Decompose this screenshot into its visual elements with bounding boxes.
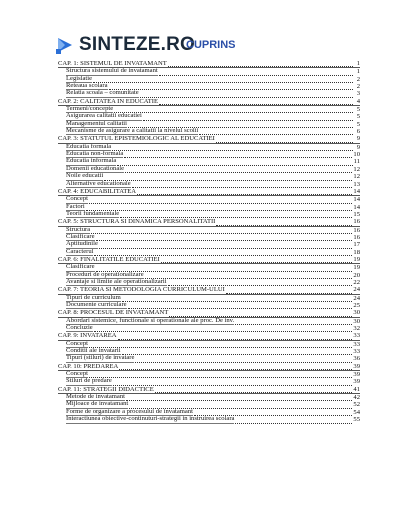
- toc-dot-leader: [89, 372, 352, 378]
- toc-entry-title: Mijloace de invatamant: [66, 401, 129, 408]
- toc-section-entry[interactable]: [58, 181, 360, 188]
- toc-page-number: 55: [353, 416, 360, 424]
- toc-entry-title: Concept: [66, 340, 88, 347]
- toc-section-entry[interactable]: [58, 325, 360, 332]
- toc-page-number: 11: [353, 158, 360, 166]
- toc-entry-title: Noile educatii: [66, 173, 104, 180]
- toc-section-entry[interactable]: [58, 401, 360, 408]
- toc-section-entry[interactable]: [58, 68, 360, 75]
- toc-page-number: 12: [353, 173, 360, 181]
- toc-section-entry[interactable]: [58, 264, 360, 271]
- toc-section-entry[interactable]: [58, 121, 360, 128]
- toc-entry-title: Relatia scoala – comunitate: [66, 90, 139, 97]
- toc-page-number: 1: [356, 60, 360, 67]
- toc-entry-title: Documente curriculare: [66, 302, 127, 308]
- document-header: [55, 33, 375, 57]
- toc-section-entry[interactable]: [58, 318, 360, 325]
- toc-section-entry[interactable]: [58, 211, 360, 218]
- toc-entry-title: CAP. 10: PREDAREA: [58, 362, 119, 370]
- logo-text: SINTEZE.RO: [79, 34, 196, 55]
- toc-chapter-entry[interactable]: [58, 332, 360, 340]
- toc-page-number: 15: [353, 210, 360, 218]
- toc-dot-leader: [140, 92, 353, 98]
- toc-dot-leader: [104, 175, 352, 181]
- toc-page-number: 14: [353, 187, 360, 195]
- toc-section-entry[interactable]: [58, 90, 360, 97]
- toc-page-number: 14: [353, 203, 360, 211]
- toc-page-number: 19: [353, 255, 360, 263]
- toc-page-number: 14: [353, 196, 360, 204]
- toc-entry-title: Educatia formala: [66, 143, 112, 150]
- toc-chapter-entry[interactable]: [58, 188, 360, 196]
- toc-entry-title: CAP. 7: TEORIA SI METODOLOGIA CURRICULUM-ULUI: [58, 286, 225, 294]
- toc-chapter-entry[interactable]: [58, 98, 360, 106]
- toc-page-number: 2: [356, 75, 360, 83]
- toc-page-number: 3: [356, 90, 360, 98]
- toc-page-number: 5: [356, 106, 360, 114]
- toc-section-entry[interactable]: [58, 378, 360, 385]
- toc-section-entry[interactable]: [58, 295, 360, 302]
- toc-page-number: 1: [356, 68, 360, 76]
- toc-page-number: 30: [353, 317, 360, 325]
- toc-entry-title: Structura: [66, 226, 91, 233]
- toc-section-entry[interactable]: [58, 394, 360, 401]
- toc-page-number: 16: [353, 233, 360, 241]
- toc-section-entry[interactable]: [58, 341, 360, 348]
- toc-section-entry[interactable]: [58, 348, 360, 355]
- toc-section-entry[interactable]: [58, 173, 360, 180]
- toc-page-number: 25: [353, 302, 360, 309]
- toc-page-number: 19: [353, 264, 360, 272]
- toc-entry-title: CAP. 9: INVATAREA: [58, 332, 117, 340]
- toc-page-number: 6: [356, 128, 360, 136]
- toc-entry-title: Managementul calitatii: [66, 120, 127, 127]
- toc-page-number: 9: [356, 143, 360, 151]
- toc-page-number: 39: [353, 371, 360, 379]
- toc-entry-title: CAP. 3: STATUTUL EPISTEMIOLOGIC AL EDUCATIEI: [58, 135, 215, 143]
- toc-section-entry[interactable]: [58, 204, 360, 211]
- toc-page-number: 10: [353, 151, 360, 159]
- toc-entry-title: Clasificare: [66, 233, 95, 240]
- toc-entry-title: Asigurarea calitatii educatiei: [66, 113, 142, 120]
- toc-dot-leader: [168, 61, 353, 67]
- toc-dot-leader: [96, 235, 353, 241]
- toc-dot-leader: [216, 137, 353, 143]
- toc-section-entry[interactable]: [58, 409, 360, 416]
- toc-dot-leader: [216, 220, 352, 226]
- toc-entry-title: Legislatie: [66, 75, 92, 82]
- toc-entry-title: Clasificare: [66, 264, 95, 271]
- toc-page-number: 16: [353, 226, 360, 234]
- toc-section-entry[interactable]: [58, 241, 360, 248]
- toc-section-entry[interactable]: [58, 302, 360, 309]
- toc-dot-leader: [122, 349, 353, 355]
- toc-entry-title: Avantaje si limite ale operationalizarii: [66, 278, 167, 285]
- toc-dot-leader: [124, 152, 352, 158]
- toc-dot-leader: [135, 357, 352, 363]
- toc-entry-title: Stiluri de predare: [66, 378, 112, 385]
- toc-page-number: 33: [353, 340, 360, 348]
- toc-dot-leader: [143, 115, 353, 121]
- toc-section-entry[interactable]: [58, 355, 360, 362]
- toc-dot-leader: [114, 107, 353, 113]
- toc-page-number: 54: [353, 408, 360, 416]
- toc-entry-title: CAP. 1: SISTEMUL DE INVATAMANT: [58, 60, 167, 67]
- toc-entry-title: Termeni/concepte: [66, 106, 114, 113]
- toc-dot-leader: [169, 311, 352, 317]
- toc-page-number: 5: [356, 120, 360, 128]
- toc-entry-title: Concept: [66, 371, 88, 378]
- toc-entry-title: Caracterul: [66, 248, 94, 255]
- toc-entry-title: Proceduri de operationalizare: [66, 271, 144, 278]
- toc-dot-leader: [119, 364, 352, 370]
- toc-section-entry[interactable]: [58, 144, 360, 151]
- toc-entry-title: Alternative educationale: [66, 180, 131, 187]
- toc-dot-leader: [161, 257, 353, 263]
- toc-page-number: 17: [353, 241, 360, 249]
- toc-dot-leader: [132, 182, 353, 188]
- toc-page-number: 13: [353, 180, 360, 188]
- toc-entry-title: Interactiunea obiective-continuturi-strategii in instruirea scolara: [66, 416, 235, 423]
- toc-dot-leader: [94, 326, 353, 332]
- toc-dot-leader: [86, 205, 353, 211]
- toc-section-entry[interactable]: [58, 151, 360, 158]
- toc-dot-leader: [199, 129, 353, 135]
- toc-dot-leader: [112, 145, 353, 151]
- toc-dot-leader: [89, 198, 352, 204]
- toc-chapter-entry[interactable]: [58, 135, 360, 143]
- toc-dot-leader: [117, 160, 352, 166]
- toc-entry-title: Mecanisme de asigurare a calitatii la nivelul scolii: [66, 128, 199, 135]
- toc-entry-title: CAP. 11: STRATEGII DIDACTICE: [58, 385, 154, 393]
- toc-page-number: 24: [353, 294, 360, 302]
- toc-page-number: 33: [353, 348, 360, 356]
- toc-dot-leader: [159, 70, 353, 76]
- toc-dot-leader: [159, 99, 353, 105]
- toc-dot-leader: [118, 334, 353, 340]
- toc-entry-title: Tipuri (stiluri) de invatare: [66, 355, 135, 362]
- toc-dot-leader: [155, 387, 353, 393]
- toc-page-number: 5: [356, 113, 360, 121]
- page-title: CUPRINS: [186, 39, 236, 51]
- toc-entry-title: Conditii ale invatarii: [66, 348, 121, 355]
- toc-dot-leader: [226, 288, 353, 294]
- toc-entry-title: Educatia informala: [66, 158, 117, 165]
- table-of-contents: [58, 60, 360, 424]
- toc-dot-leader: [122, 296, 353, 302]
- toc-page-number: 12: [353, 165, 360, 173]
- toc-section-entry[interactable]: [58, 279, 360, 286]
- toc-dot-leader: [93, 77, 353, 83]
- toc-chapter-entry[interactable]: [58, 363, 360, 371]
- toc-section-entry[interactable]: [58, 196, 360, 203]
- toc-dot-leader: [125, 167, 352, 173]
- toc-page-number: 52: [353, 401, 360, 409]
- toc-page-number: 33: [353, 332, 360, 340]
- toc-section-entry[interactable]: [58, 166, 360, 173]
- toc-entry-title: Tipuri de curriculum: [66, 294, 121, 301]
- toc-section-entry[interactable]: [58, 158, 360, 165]
- toc-dot-leader: [235, 418, 352, 424]
- toc-entry-title: Educatia non-formala: [66, 151, 124, 158]
- toc-page-number: 22: [353, 278, 360, 286]
- toc-section-entry[interactable]: [58, 106, 360, 113]
- toc-chapter-entry[interactable]: [58, 256, 360, 264]
- toc-dot-leader: [145, 273, 353, 279]
- toc-page-number: 9: [356, 135, 360, 143]
- toc-dot-leader: [137, 189, 352, 195]
- toc-dot-leader: [109, 84, 353, 90]
- toc-section-entry[interactable]: [58, 227, 360, 234]
- toc-chapter-entry[interactable]: [58, 218, 360, 226]
- toc-section-entry[interactable]: [58, 128, 360, 135]
- toc-dot-leader: [126, 395, 352, 401]
- toc-page-number: 39: [353, 362, 360, 370]
- toc-dot-leader: [91, 228, 352, 234]
- toc-page-number: 20: [353, 271, 360, 279]
- toc-section-entry[interactable]: [58, 272, 360, 279]
- toc-section-entry[interactable]: [58, 416, 360, 423]
- toc-entry-title: Concept: [66, 196, 88, 203]
- toc-entry-title: Aptitudinile: [66, 241, 98, 248]
- toc-entry-title: Factori: [66, 203, 85, 210]
- toc-page-number: 39: [353, 378, 360, 386]
- toc-entry-title: CAP. 8: PROCESUL DE INVATAMANT: [58, 309, 169, 317]
- toc-page-number: 4: [356, 97, 360, 105]
- toc-dot-leader: [99, 243, 353, 249]
- toc-page-number: 36: [353, 355, 360, 363]
- toc-entry-title: CAP. 5: STRUCTURA SI DINAMICA PERSONALITATII: [58, 218, 216, 226]
- toc-page-number: 18: [353, 248, 360, 256]
- toc-dot-leader: [235, 319, 352, 325]
- toc-entry-title: CAP. 6: FINALITATILE EDUCATIEI: [58, 255, 160, 263]
- toc-section-entry[interactable]: [58, 234, 360, 241]
- toc-entry-title: Forme de organizare a procesului de invatamant: [66, 408, 193, 415]
- toc-chapter-entry[interactable]: [58, 386, 360, 394]
- toc-entry-title: Abordari sistemice, functionale si operationale ale proc. De inv.: [66, 317, 235, 324]
- toc-entry-title: Concluzie: [66, 325, 93, 332]
- toc-page-number: 2: [356, 83, 360, 91]
- toc-section-entry[interactable]: [58, 83, 360, 90]
- toc-entry-title: CAP. 2: CALITATEA IN EDUCATIE: [58, 97, 159, 105]
- toc-page-number: 16: [353, 218, 360, 226]
- toc-entry-title: Teorii fundamentale: [66, 210, 120, 217]
- toc-dot-leader: [89, 342, 352, 348]
- toc-section-entry[interactable]: [58, 249, 360, 256]
- toc-section-entry[interactable]: [58, 113, 360, 120]
- toc-section-entry[interactable]: [58, 371, 360, 378]
- sinteze-logo-icon: [55, 35, 75, 55]
- toc-page-number: 24: [353, 286, 360, 294]
- toc-chapter-entry[interactable]: [58, 60, 360, 68]
- toc-chapter-entry[interactable]: [58, 309, 360, 317]
- toc-entry-title: CAP. 4: EDUCABILITATEA: [58, 187, 137, 195]
- toc-section-entry[interactable]: [58, 76, 360, 83]
- toc-page-number: 42: [353, 394, 360, 402]
- toc-chapter-entry[interactable]: [58, 286, 360, 294]
- toc-page-number: 32: [353, 325, 360, 333]
- toc-entry-title: Metode de invatamant: [66, 394, 125, 401]
- toc-entry-title: Domenii educationale: [66, 165, 125, 172]
- toc-entry-title: Reteaua scolara: [66, 83, 108, 90]
- toc-page-number: 30: [353, 309, 360, 317]
- toc-entry-title: Structura sistemului de invatamant: [66, 68, 158, 75]
- toc-page-number: 41: [353, 385, 360, 393]
